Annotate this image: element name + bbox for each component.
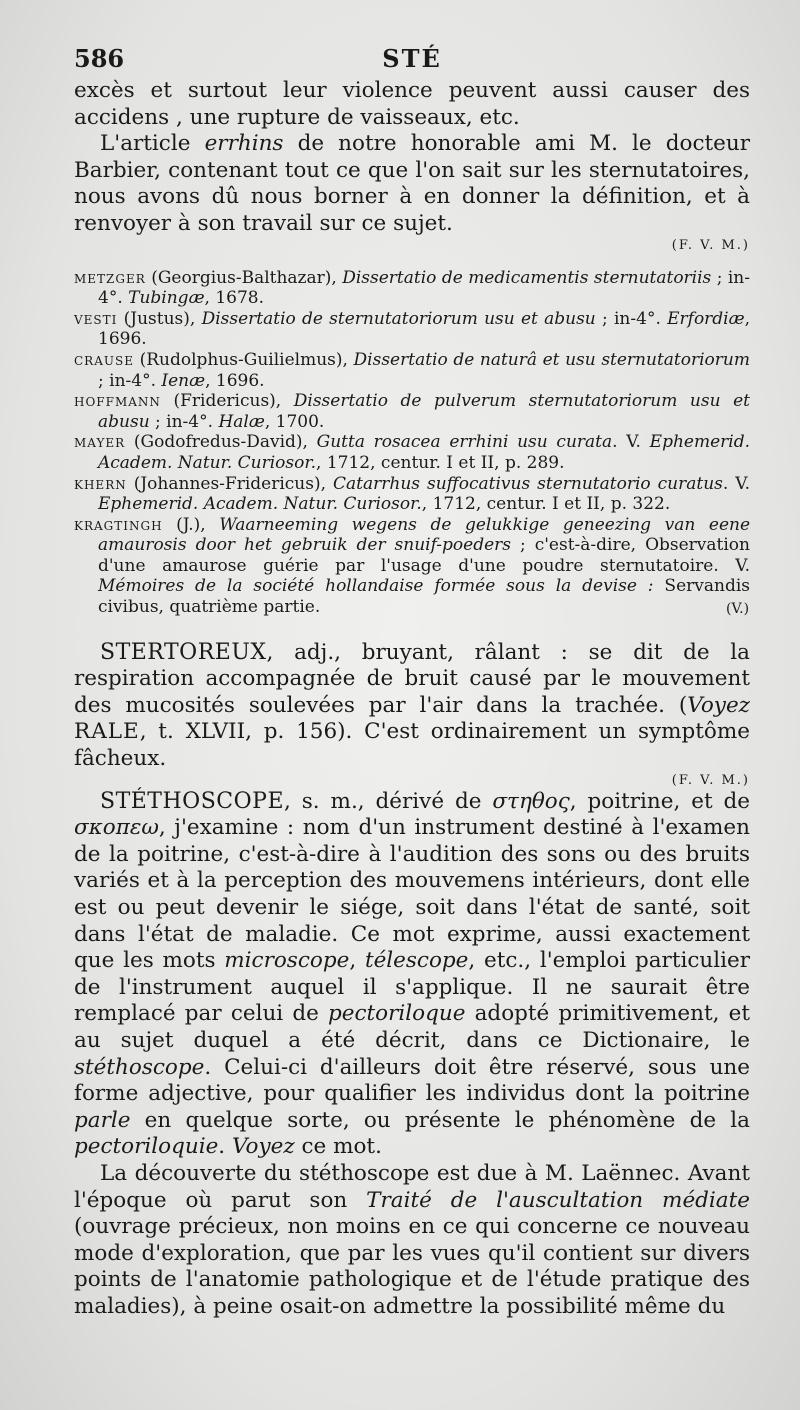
bib-entry: khern (Johannes-Fridericus), Catarrhus suffocativus sternutatorio curatus. V. Ephemerid. Academ. Natur. Curiosor., 1712, centur. I et II, p. 322. (74, 473, 750, 515)
page-header (74, 44, 750, 78)
bib-entry: kragtingh (J.), Waarneeming wegens de gelukkige geneezing van eene amaurosis door het gebruik der snuif-poeders ; c'est-à-dire, Observation d'une amaurose guérie par l'usage d'une poudre sternutatoire. V. Mémoires de la société hollandaise formée sous la devise : Servandis civibus, quatrième partie. (V.) (74, 514, 751, 618)
continuation-paragraph: excès et surtout leur violence peuvent aussi causer des accidens , une rupture de vaisseaux, etc. (74, 78, 750, 130)
bib-entry: hoffmann (Fridericus), Dissertatio de pulverum sternutatoriorum usu et abusu ; in-4°. Halæ, 1700. (74, 391, 750, 432)
signature-fvm-1: (F. V. M.) (671, 237, 750, 253)
decouverte-paragraph: La découverte du stéthoscope est due à M. Laënnec. Avant l'époque où parut son Traité de l'auscultation médiate (ouvrage précieux, non moins en ce qui concerne ce nouveau mode d'exploration, que par les vues qu'il contient sur divers points de l'anatomie pathologique et de l'étude pratique des maladies), à peine osait-on admettre la possibilité même du (74, 1160, 750, 1319)
greek-skopeo: σκοπεω (74, 815, 159, 841)
stertoreux-entry: STERTOREUX, adj., bruyant, râlant : se dit de la respiration accompagnée de bruit causé par le mouvement des mucosités soulevées par l'air dans la trachée. (Voyez RALE, t. XLVII, p. 156). C'est ordinairement un symptôme fâcheux. (74, 639, 750, 772)
running-head: STÉ (382, 44, 442, 73)
headword-stertoreux: STERTOREUX (100, 639, 267, 665)
traite-title: Traité de l'auscultation médiate (366, 1187, 750, 1213)
bibliography (74, 268, 750, 618)
bib-entry: crause (Rudolphus-Guilielmus), Dissertatio de naturâ et usu sternutatoriorum ; in-4°. Ienæ, 1696. (74, 349, 750, 391)
greek-stethos: στηθος (492, 788, 570, 814)
article-note-paragraph: L'article errhins de notre honorable ami M. le docteur Barbier, contenant tout ce que l'on sait sur les sternutatoires, nous avons dû nous borner à en donner la définition, et à renvoyer à son travail sur ce sujet. (74, 131, 750, 236)
bib-entry: metzger (Georgius-Balthazar), Dissertatio de medicamentis sternutatoriis ; in-4°. Tubingæ, 1678. (74, 267, 750, 309)
bib-entry: mayer (Godofredus-David), Gutta rosacea errhini usu curata. V. Ephemerid. Academ. Natur. Curiosor., 1712, centur. I et II, p. 289. (74, 432, 750, 473)
errhins-ref: errhins (204, 131, 284, 157)
page-number: 586 (74, 44, 125, 73)
bib-entry: vesti (Justus), Dissertatio de sternutatoriorum usu et abusu ; in-4°. Erfordiæ, 1696. (74, 308, 751, 350)
signature-fvm-2: (F. V. M.) (671, 772, 750, 788)
stethoscope-entry: STÉTHOSCOPE, s. m., dérivé de στηθος, poitrine, et de σκοπεω, j'examine : nom d'un instrument destiné à l'examen de la poitrine, c'est-à-dire à l'audition des sons ou des bruits variés et à la perception des mouvemens intérieurs, dont elle est ou peut devenir le siége, soit dans l'état de santé, soit dans l'état de maladie. Ce mot exprime, aussi exactement que les mots microscope, télescope, etc., l'emploi particulier de l'instrument auquel il s'applique. Il ne saurait être remplacé par celui de pectoriloque adopté primitivement, et au sujet duquel a été décrit, dans ce Dictionaire, le stéthoscope. Celui-ci d'ailleurs doit être réservé, sous une forme adjective, pour qualifier les individus dont la poitrine parle en quelque sorte, ou présente le phénomène de la pectoriloquie. Voyez ce mot. (74, 788, 750, 1160)
headword-stethoscope: STÉTHOSCOPE (100, 788, 285, 814)
